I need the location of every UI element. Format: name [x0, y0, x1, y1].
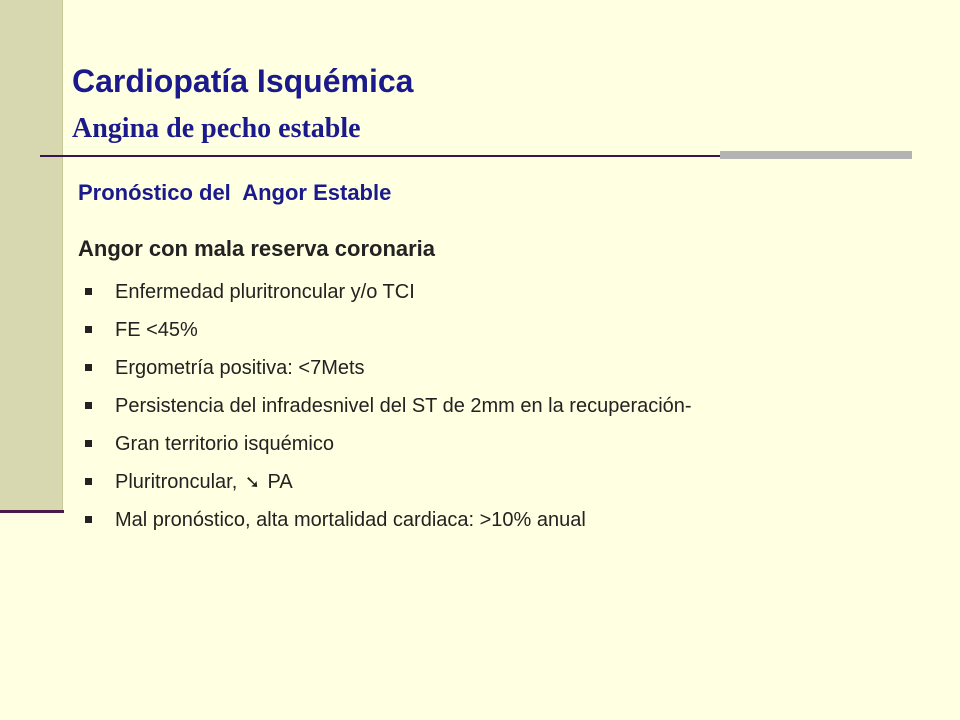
square-bullet-icon: [85, 288, 92, 295]
square-bullet-icon: [85, 326, 92, 333]
list-item-text: FE <45%: [115, 319, 198, 341]
square-bullet-icon: [85, 516, 92, 523]
square-bullet-icon: [85, 440, 92, 447]
list-item-text: Enfermedad pluritroncular y/o TCI: [115, 281, 415, 303]
list-item-text: Mal pronóstico, alta mortalidad cardiaca: >10% anual: [115, 509, 586, 531]
square-bullet-icon: [85, 402, 92, 409]
side-bar-divider: [0, 510, 64, 513]
square-bullet-icon: [85, 478, 92, 485]
list-item: [78, 432, 838, 456]
list-item: [78, 280, 838, 304]
list-item-text: Gran territorio isquémico: [115, 433, 334, 455]
bullet-list: [78, 280, 838, 546]
list-item: [78, 394, 838, 418]
slide-title: Cardiopatía Isquémica: [72, 63, 414, 99]
list-item: [78, 508, 838, 532]
list-heading: Angor con mala reserva coronaria: [78, 236, 436, 261]
square-bullet-icon: [85, 364, 92, 371]
slide-subtitle: Angina de pecho estable: [72, 113, 361, 144]
list-item: [78, 470, 838, 494]
list-item: [78, 318, 838, 342]
list-item-text: Persistencia del infradesnivel del ST de 2mm en la recuperación-: [115, 395, 692, 417]
list-item-text: Ergometría positiva: <7Mets: [115, 357, 365, 379]
title-divider-accent: [720, 151, 912, 159]
list-item: [78, 356, 838, 380]
down-right-arrow-icon: ➘: [244, 472, 260, 492]
section-heading: Pronóstico del Angor Estable: [78, 180, 392, 205]
list-item-suffix: PA: [267, 471, 293, 493]
side-bar: [0, 0, 63, 512]
list-item-text: Pluritroncular,: [115, 471, 238, 493]
